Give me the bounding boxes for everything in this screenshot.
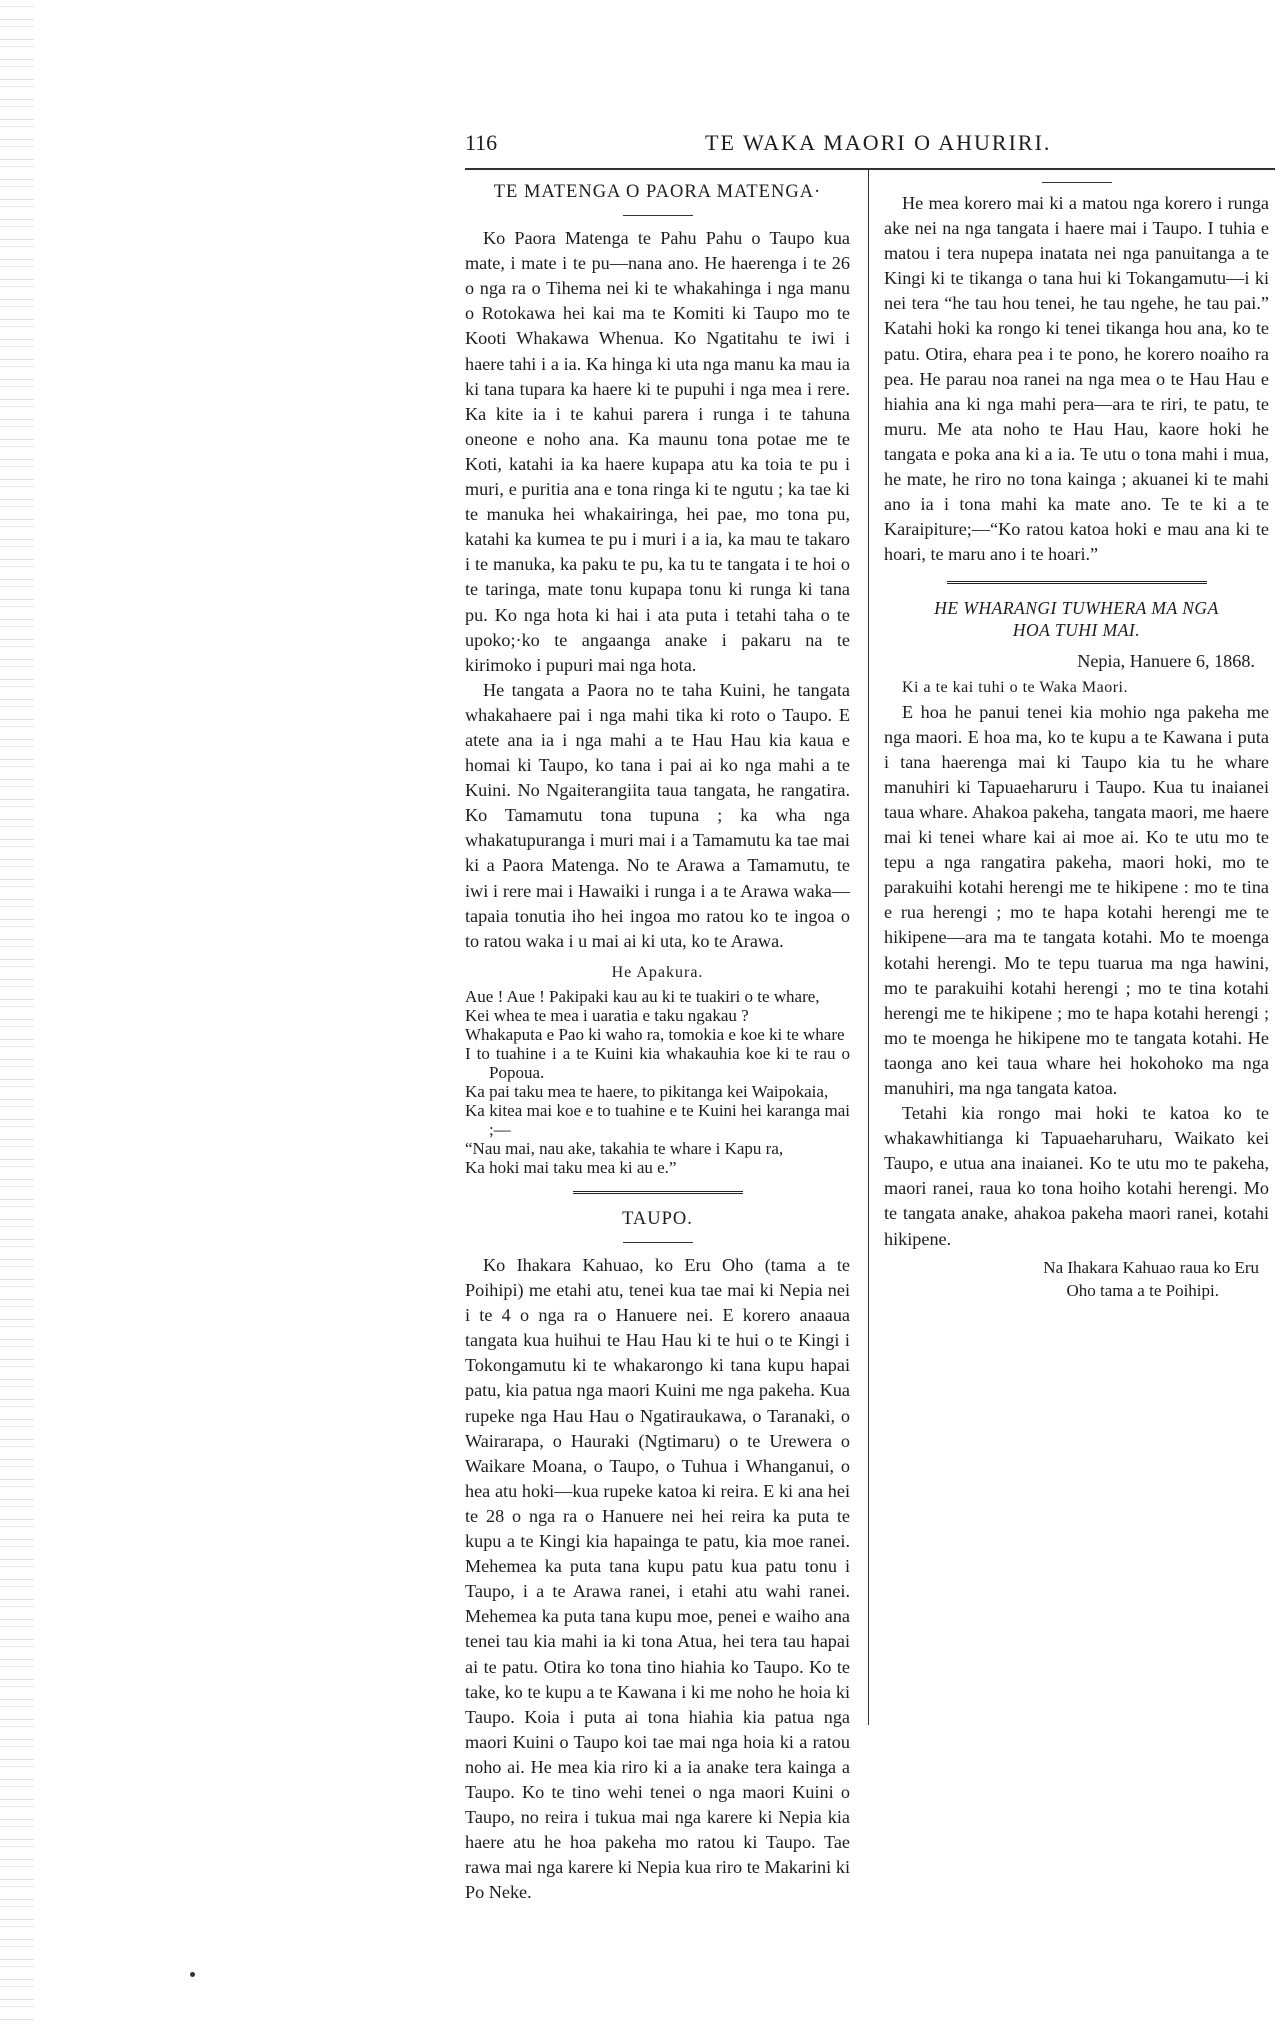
left-column [465, 176, 850, 1905]
letter-signature [884, 1256, 1269, 1302]
page-number: 116 [465, 130, 498, 155]
poem-line: Aue ! Aue ! Pakipaki kau au ki te tuakiri o te whare, [465, 986, 820, 1006]
article-paragraph: Ko Ihakara Kahuao, ko Eru Oho (tama a te Poihipi) me etahi atu, tenei kua tae mai ki Nepia nei i te 4 o nga ra o Hanuere nei. E korero anaaua tangata kua huihui te Hau Hau ki te hui o te Kingi i Tokongamutu ki te whakarongo ki tana kupu hapai patu, kia patua nga maori Kuini me nga pakeha. Kua rupeke nga Hau Hau o Ngatiraukawa, o Taranaki, o Wairarapa, o Hauraki (Ngtimaru) o te Urewera o Waikare Moana, o Taupo, o Tuhua i Whanganui, o hea atu hoki—kua rupeke katoa ki reira. E ki ana hei te 28 o nga ra o Hanuere nei hei reira ka puta te kupu a te Kingi kia hapainga te patu, kia moe ranei. Mehemea ka puta tana kupu patu kua patu tonu i Taupo, i a te Arawa ranei, i etahi atu wahi ranei. Mehemea ka puta tana kupu moe, penei e waiho ana tenei tau kia mahi ia ki tona Atua, hei tera tau hapai ai te patu. Otira ko tona tino hiahia ko Taupo. Ko te take, ko te kupu a te Kawana i ki me noho he hoia ki Taupo. Koia i puta ai tona hiahia kia patua nga maori Kuini o Taupo koi tae mai nga hoia ki a ratou noho ai. He mea kia riro ki a ia anake tera kainga a Taupo. Ko te tino wehi tenei o nga maori Kuini o Taupo, no reira i tukua mai nga karere ki Nepia kia haere atu he hoa pakeha mo ratou ki Taupo. Tae rawa mai nga karere ki Nepia kua riro te Makarini ki Po Neke. [465, 1255, 850, 1903]
letters-heading-line: HOA TUHI MAI. [1012, 620, 1141, 641]
article-heading-paora: TE MATENGA O PAORA MATENGA· [493, 182, 822, 202]
scan-speck [190, 1972, 195, 1977]
poem-line: I to tuahine i a te Kuini kia whakauhia koe ki te rau o Popoua. [465, 1043, 850, 1082]
column-divider [868, 170, 869, 1725]
running-title: TE WAKA MAORI O AHURIRI. [705, 130, 1052, 155]
poem-line: “Nau mai, nau ake, takahia te whare i Kapu ra, [465, 1138, 784, 1158]
letter-dateline: Nepia, Hanuere 6, 1868. [1077, 651, 1255, 672]
paragraph-rule [1042, 182, 1112, 183]
poem-line: Ka pai taku mea te haere, to pikitanga kei Waipokaia, [465, 1081, 829, 1101]
signature-line: Na Ihakara Kahuao raua ko Eru [1043, 1257, 1259, 1277]
heading-rule [623, 1242, 693, 1243]
poem-line: Ka kitea mai koe e to tuahine e te Kuini hei karanga mai ;— [465, 1100, 850, 1139]
scan-edge-margin [0, 0, 34, 2026]
letter-paragraph: Tetahi kia rongo mai hoki te katoa ko te whakawhitianga ki Tapuaeharuharu, Waikato kei Taupo, e utua ana inaianei. Ko te utu mo te pakeha, maori ranei, raua ko tona hoiho kotahi herengi. Mo te tangata anake, ahakoa pakeha maori ranei, kotahi hikipene. [884, 1103, 1269, 1249]
article-paragraph: Ko Paora Matenga te Pahu Pahu o Taupo kua mate, i mate i te pu—nana ano. He haerenga i te 26 o nga ra o Tihema nei ki te whakahinga i nga manu o Rotokawa hei kai ma te Komiti ki Taupo mo te Kooti Whakawa Whenua. Ko Ngatitahu te iwi i haere tahi i a ia. Ka hinga ki uta nga manu ka mau ia ki tana tupara ka haere ki te pupuhi i nga mea i rere. Ka kite ia i te kahui parera i runga i te tahuna oneone e noho ana. Ka maunu tona potae me te Koti, katahi ia ka haere kupapa atu ka toia te pu i muri, e puritia ana e tona ringa ki te ngutu ; ka tae ki te manuka hei whakairinga, hei pae, mo tona pu, katahi ka kumea te pu i muri i a ia, ka mau te takaro i te manuka, ka paku te pu, ka tu te tangata i te hoi o te taringa, mate tonu kupapa tonu ki runga ki tana pu. Ko nga hota ki hai i ata puta i tetahi taha o te upoko;·ko te angaanga anake i pakaru na te kirimoko i pupuri mai nga hota. [465, 228, 850, 675]
article-heading-taupo: TAUPO. [622, 1208, 693, 1229]
lament-heading: He Apakura. [611, 963, 704, 981]
header-rule [465, 168, 1275, 170]
letter-address: Ki a te kai tuhi o te Waka Maori. [902, 678, 1128, 696]
section-divider [573, 1191, 743, 1197]
heading-rule [623, 215, 693, 216]
signature-line: Oho tama a te Poihipi. [1066, 1280, 1219, 1300]
article-paragraph: He tangata a Paora no te taha Kuini, he tangata whakahaere pai i nga mahi tika ki roto o Taupo. E atete ana ia i nga mahi a te Hau Hau kia kaua e homai ki Taupo, ko tana i pai ai ko nga mahi a te Kuini. No Ngaiterangiita taua tangata, he rangatira. Ko Tamamutu tona tupuna ; ka wha nga whakatupuranga i muri mai i a Tamamutu ka tae mai ki a Paora Matenga. No te Arawa a Tamamutu, te iwi i rere mai i Hawaiki i runga i a te Arawa waka—tapaia tonutia iho hei ingoa mo ratou ko te ingoa o to ratou waka i u mai ai ki uta, ko te Arawa. [465, 679, 850, 951]
article-paragraph: He mea korero mai ki a matou nga korero i runga ake nei na nga tangata i haere mai i Taupo. I tuhia e matou i tera nupepa inatata nei nga panuitanga a te Kingi ki te tikanga o tana hui ki Tokangamutu—i ki nei tera “he tau hou tenei, he tau ngehe, he tau pai.” Katahi hoki ka rongo ki tenei tikanga hou ana, ko te patu. Otira, ehara pea i te pono, he korero noaiho ra pea. He parau noa ranei na nga mea o te Hau Hau e hiahia ana ki nga mahi pera—ara te riri, te patu, te muru. Me ata noho te Hau Hau, kaore hoki he tangata e poka ana ki a ia. Te utu o tona mahi i mua, he mate, he riro no tona kainga ; akuanei ki te mahi ano ia i tona mahi ka mate ano. Te te ki a te Karaipiture;—“Ko ratou katoa hoki e mau ana ki te hoari, te maru ano i te hoari.” [884, 193, 1269, 565]
section-divider [947, 581, 1207, 587]
right-column [884, 176, 1269, 1302]
poem-line: Ka hoki mai taku mea ki au e.” [465, 1157, 677, 1177]
letter-paragraph: E hoa he panui tenei kia mohio nga pakeha me nga maori. E hoa ma, ko te kupu a te Kawana i puta i tana haerenga mai ki Taupo kia tu he whare manuhiri ki Tapuaeharuru i Taupo. Kua tu inaianei taua whare. Ahakoa pakeha, tangata maori, me haere mai ki tenei whare kai ai moe ai. Ko te utu mo te tepu a nga rangatira pakeha, maori hoki, mo te parakuihi kotahi herengi me te hikipene : mo te tina e rua herengi ; mo te hapa kotahi herengi me te hikipene—ara ma te tangata kotahi. Mo te moenga kotahi herengi. Mo te tepu tuarua ma nga hawini, mo te parakuihi kotahi herengi ; mo te tina kotahi herengi me te hikipene ; mo te hapa kotahi herengi ; mo te moenga he hikipene mo te tangata kotahi. He taonga ano kei taua whare hei hokohoko ma nga manuhiri, ma nga tangata katoa. [884, 701, 1269, 1098]
letters-heading [884, 597, 1269, 641]
page-header [465, 128, 1275, 162]
lament-poem [465, 987, 850, 1177]
letters-heading-line: HE WHARANGI TUWHERA MA NGA [934, 598, 1219, 619]
poem-line: Kei whea te mea i uaratia e taku ngakau ? [465, 1005, 749, 1025]
poem-line: Whakaputa e Pao ki waho ra, tomokia e koe ki te whare [465, 1024, 845, 1044]
